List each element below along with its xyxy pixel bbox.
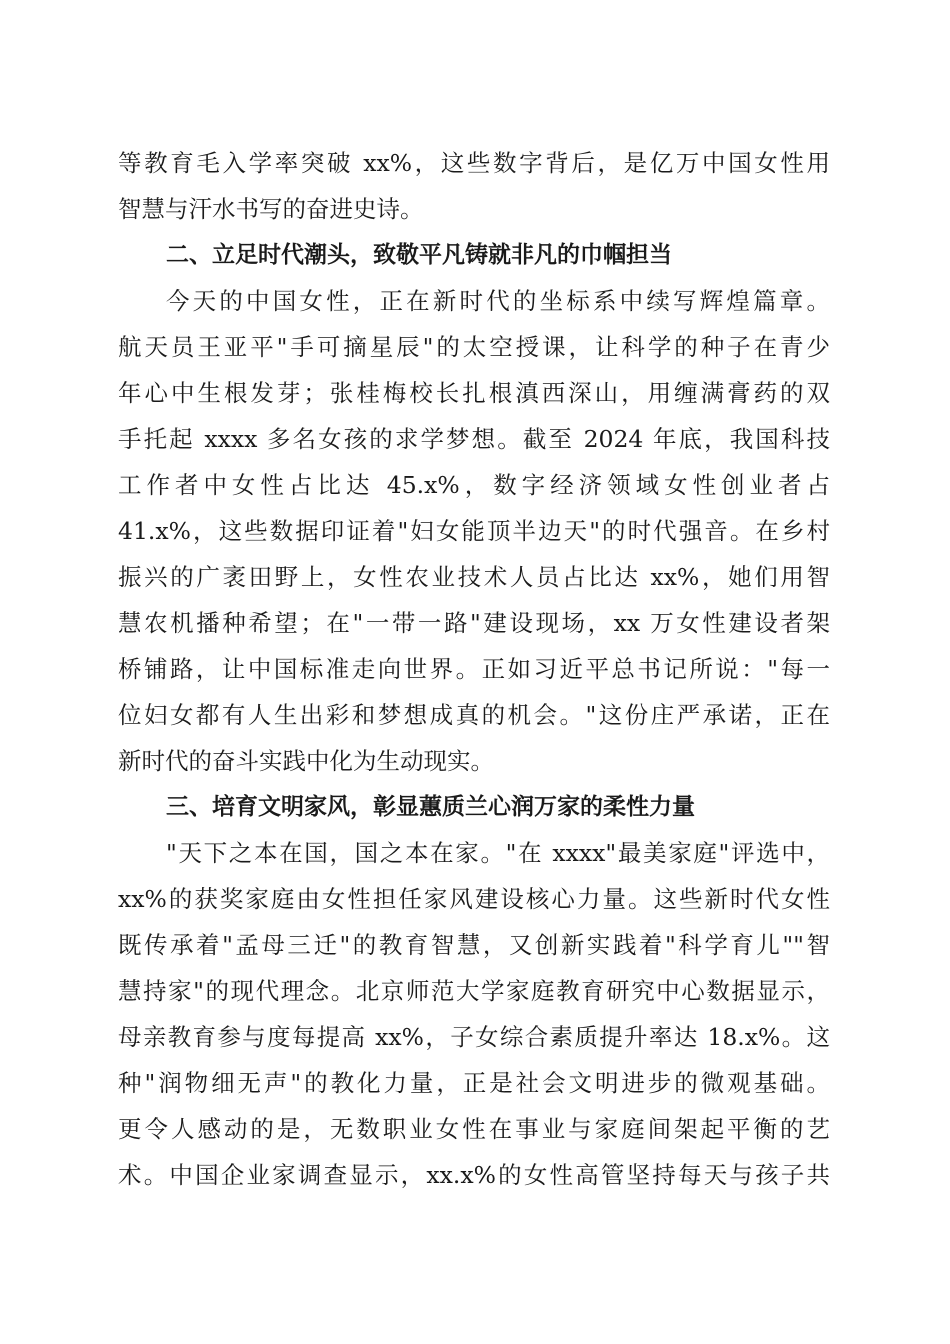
section-3-line-5: 母亲教育参与度每提高 xx%，子女综合素质提升率达 18.x%。这 — [118, 1023, 830, 1051]
intro-line-1: 等教育毛入学率突破 xx%，这些数字背后，是亿万中国女性用 — [118, 149, 830, 177]
section-2-line-7: 振兴的广袤田野上，女性农业技术人员占比达 xx%，她们用智 — [118, 563, 830, 591]
section-2-line-5: 工作者中女性占比达 45.x%，数字经济领域女性创业者占 — [118, 471, 830, 499]
section-2-line-1: 今天的中国女性，正在新时代的坐标系中续写辉煌篇章。 — [166, 287, 830, 315]
section-3-line-8: 术。中国企业家调查显示，xx.x%的女性高管坚持每天与孩子共 — [118, 1161, 830, 1189]
section-2-line-6: 41.x%，这些数据印证着"妇女能顶半边天"的时代强音。在乡村 — [118, 517, 830, 545]
section-2-line-9: 桥铺路，让中国标准走向世界。正如习近平总书记所说："每一 — [118, 655, 830, 683]
section-2-heading: 二、立足时代潮头，致敬平凡铸就非凡的巾帼担当 — [166, 242, 672, 268]
section-2-line-4: 手托起 xxxx 多名女孩的求学梦想。截至 2024 年底，我国科技 — [118, 425, 830, 453]
section-2-line-3: 年心中生根发芽；张桂梅校长扎根滇西深山，用缠满膏药的双 — [118, 379, 830, 407]
section-2-line-2: 航天员王亚平"手可摘星辰"的太空授课，让科学的种子在青少 — [118, 333, 830, 361]
intro-line-2: 智慧与汗水书写的奋进史诗。 — [118, 195, 424, 223]
section-3-line-6: 种"润物细无声"的教化力量，正是社会文明进步的微观基础。 — [118, 1069, 830, 1097]
section-3-line-7: 更令人感动的是，无数职业女性在事业与家庭间架起平衡的艺 — [118, 1115, 830, 1143]
section-2-line-11: 新时代的奋斗实践中化为生动现实。 — [118, 747, 494, 775]
section-3-line-1: "天下之本在国，国之本在家。"在 xxxx"最美家庭"评选中， — [166, 839, 830, 867]
section-3-heading: 三、培育文明家风，彰显蕙质兰心润万家的柔性力量 — [166, 794, 695, 820]
section-2-line-10: 位妇女都有人生出彩和梦想成真的机会。"这份庄严承诺，正在 — [118, 701, 830, 729]
section-3-line-4: 慧持家"的现代理念。北京师范大学家庭教育研究中心数据显示， — [118, 977, 830, 1005]
section-3-line-3: 既传承着"孟母三迁"的教育智慧，又创新实践着"科学育儿""智 — [118, 931, 830, 959]
section-2-line-8: 慧农机播种希望；在"一带一路"建设现场，xx 万女性建设者架 — [118, 609, 830, 637]
section-3-line-2: xx%的获奖家庭由女性担任家风建设核心力量。这些新时代女性 — [118, 885, 830, 913]
